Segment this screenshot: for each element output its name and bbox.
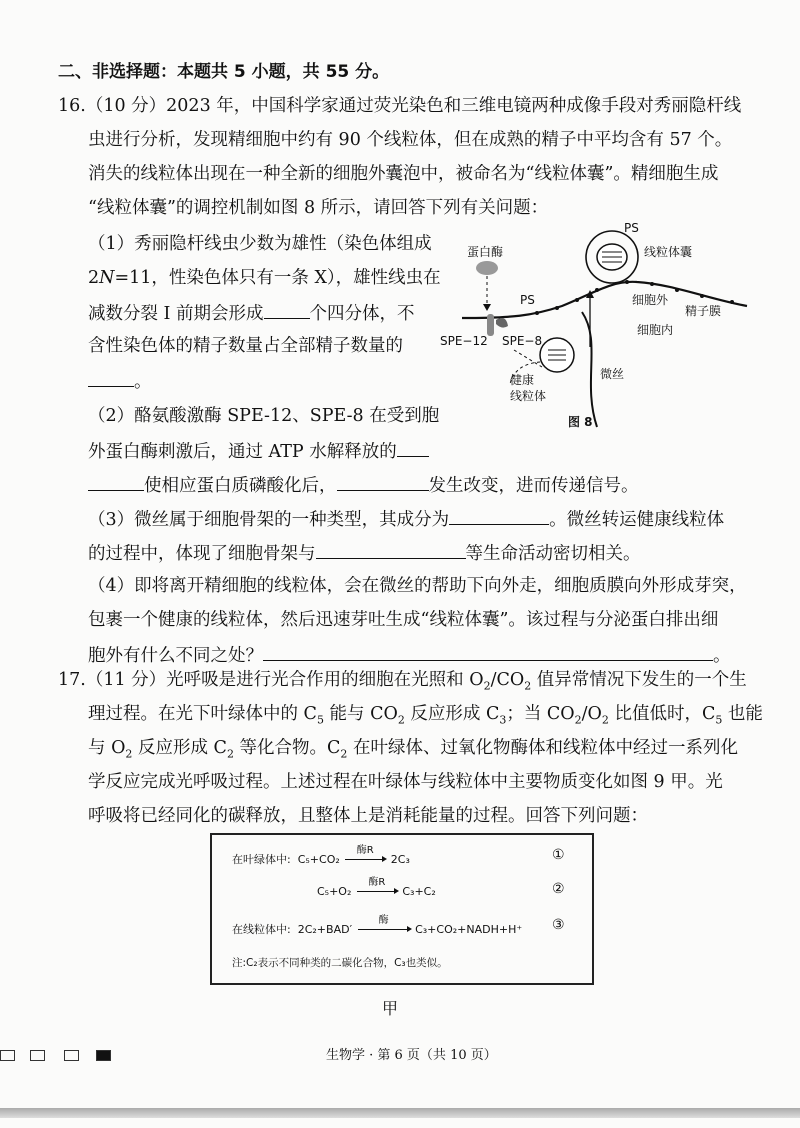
- q16-p2-line-2: 外蛋白酶刺激后，通过 ATP 水解释放的: [88, 438, 429, 464]
- healthy-label-2: 线粒体: [510, 389, 547, 403]
- q16-p1-line-3: 减数分裂 I 前期会形成 个四分体，不: [88, 300, 415, 326]
- q16-p3-line-2: 的过程中，体现了细胞骨架与 等生命活动密切相关。: [88, 540, 641, 566]
- equation-1: 在叶绿体中: C₅+CO₂ 酶R 2C₃: [232, 845, 410, 866]
- equation-3-number: ③: [552, 917, 565, 933]
- page-marker: [0, 1050, 15, 1061]
- q16-p1-line-5: 。: [88, 368, 152, 394]
- ps-label-top: PS: [624, 221, 639, 235]
- q16-p1-line-2: 2N=11，性染色体只有一条 X），雄性线虫在: [88, 268, 441, 288]
- healthy-mito-icon: [540, 338, 574, 372]
- protease-shape: [476, 261, 498, 275]
- q16-p3-line-1: （3）微丝属于细胞骨架的一种类型，其成分为 。微丝转运健康线粒体: [88, 506, 724, 532]
- answer-blank[interactable]: [397, 438, 429, 457]
- q16-intro-line-3: 消失的线粒体出现在一种全新的细胞外囊泡中，被命名为“线粒体囊”。精细胞生成: [88, 164, 719, 184]
- scan-edge: [0, 1108, 800, 1118]
- page-footer: 生物学 · 第 6 页（共 10 页）: [326, 1048, 497, 1063]
- q16-intro-line-4: “线粒体囊”的调控机制如图 8 所示，请回答下列有关问题：: [88, 198, 549, 218]
- equation-3: 在线粒体中: 2C₂+BAD′ 酶 C₃+CO₂+NADH+H⁺: [232, 915, 523, 936]
- spe12-shape: [487, 314, 494, 336]
- q17-line-3: 与 $O_2$ 反应形成 $C_2$ 等化合物。$C_2$ 在叶绿体、过氧化物酶体和线粒体中经过一系列化: [88, 738, 738, 761]
- answer-blank[interactable]: [88, 472, 144, 491]
- equation-2: C₅+O₂ 酶R C₃+C₂: [317, 877, 436, 898]
- q16-p2-line-1: （2）酪氨酸激酶 SPE-12、SPE-8 在受到胞: [88, 406, 440, 426]
- answer-blank[interactable]: [449, 506, 549, 525]
- q17-line-2: 理过程。在光下叶绿体中的 $C_5$ 能与 $CO_2$ 反应形成 $C_3$；当 $CO_2/O_2$ 比值低时，$C_5$ 也能: [88, 704, 763, 727]
- answer-blank[interactable]: [264, 300, 310, 319]
- figure-8-caption: 图 8: [568, 415, 593, 429]
- figure-9-note: 注:C₂表示不同种类的二碳化合物，C₃也类似。: [232, 957, 448, 969]
- q16-p4-line-3: 胞外有什么不同之处？ 。: [88, 642, 731, 668]
- equation-2-number: ②: [552, 881, 565, 897]
- q17-line-1: 17.（11 分）光呼吸是进行光合作用的细胞在光照和 $O_2/CO_2$ 值异常情况下发生的一个生: [58, 670, 747, 693]
- outside-label: 细胞外: [632, 293, 669, 307]
- q16-intro-line-1: 16.（10 分）2023 年，中国科学家通过荧光染色和三维电镜两种成像手段对秀丽隐杆线: [58, 96, 742, 116]
- answer-blank[interactable]: [263, 642, 713, 661]
- q16-p4-line-2: 包裹一个健康的线粒体，然后迅速芽吐生成“线粒体囊”。该过程与分泌蛋白排出细: [88, 610, 719, 630]
- q16-intro-line-2: 虫进行分析，发现精细胞中约有 90 个线粒体，但在成熟的精子中平均含有 57 个。: [88, 130, 733, 150]
- figure-8-diagram: [432, 212, 752, 442]
- q16-p2-line-3: 使相应蛋白质磷酸化后， 发生改变，进而传递信号。: [88, 472, 639, 498]
- spe8-label: SPE−8: [502, 334, 543, 348]
- answer-blank[interactable]: [316, 540, 466, 559]
- microfilament: [582, 312, 597, 427]
- ps-label-mid: PS: [520, 293, 535, 307]
- answer-blank[interactable]: [337, 472, 429, 491]
- q16-p4-line-1: （4）即将离开精细胞的线粒体，会在微丝的帮助下向外走，细胞质膜向外形成芽突，: [88, 576, 747, 596]
- figure-9-caption: 甲: [382, 999, 399, 1018]
- microfilament-label: 微丝: [600, 367, 625, 381]
- spe12-label: SPE−12: [440, 334, 488, 348]
- figure-9-box: [210, 833, 594, 985]
- inside-label: 细胞内: [637, 323, 674, 337]
- mito-sac-label: 线粒体囊: [644, 245, 693, 259]
- membrane-label: 精子膜: [685, 304, 722, 318]
- q16-p1-line-1: （1）秀丽隐杆线虫少数为雄性（染色体组成: [88, 234, 432, 254]
- answer-blank[interactable]: [88, 368, 134, 387]
- mito-sac-icon: [586, 231, 638, 283]
- healthy-label-1: 健康: [510, 373, 535, 387]
- spe8-shape: [496, 318, 508, 328]
- q17-line-4: 学反应完成光呼吸过程。上述过程在叶绿体与线粒体中主要物质变化如图 9 甲。光: [88, 772, 723, 792]
- page-marker: [30, 1050, 45, 1061]
- equation-1-number: ①: [552, 847, 565, 863]
- q16-p1-line-4: 含性染色体的精子数量占全部精子数量的: [88, 336, 403, 356]
- q17-line-5: 呼吸将已经同化的碳释放，且整体上是消耗能量的过程。回答下列问题：: [88, 806, 648, 826]
- page-marker-filled: [96, 1050, 111, 1061]
- section-title: 二、非选择题：本题共 5 小题，共 55 分。: [58, 62, 390, 82]
- protease-label: 蛋白酶: [467, 245, 504, 259]
- page-marker: [64, 1050, 79, 1061]
